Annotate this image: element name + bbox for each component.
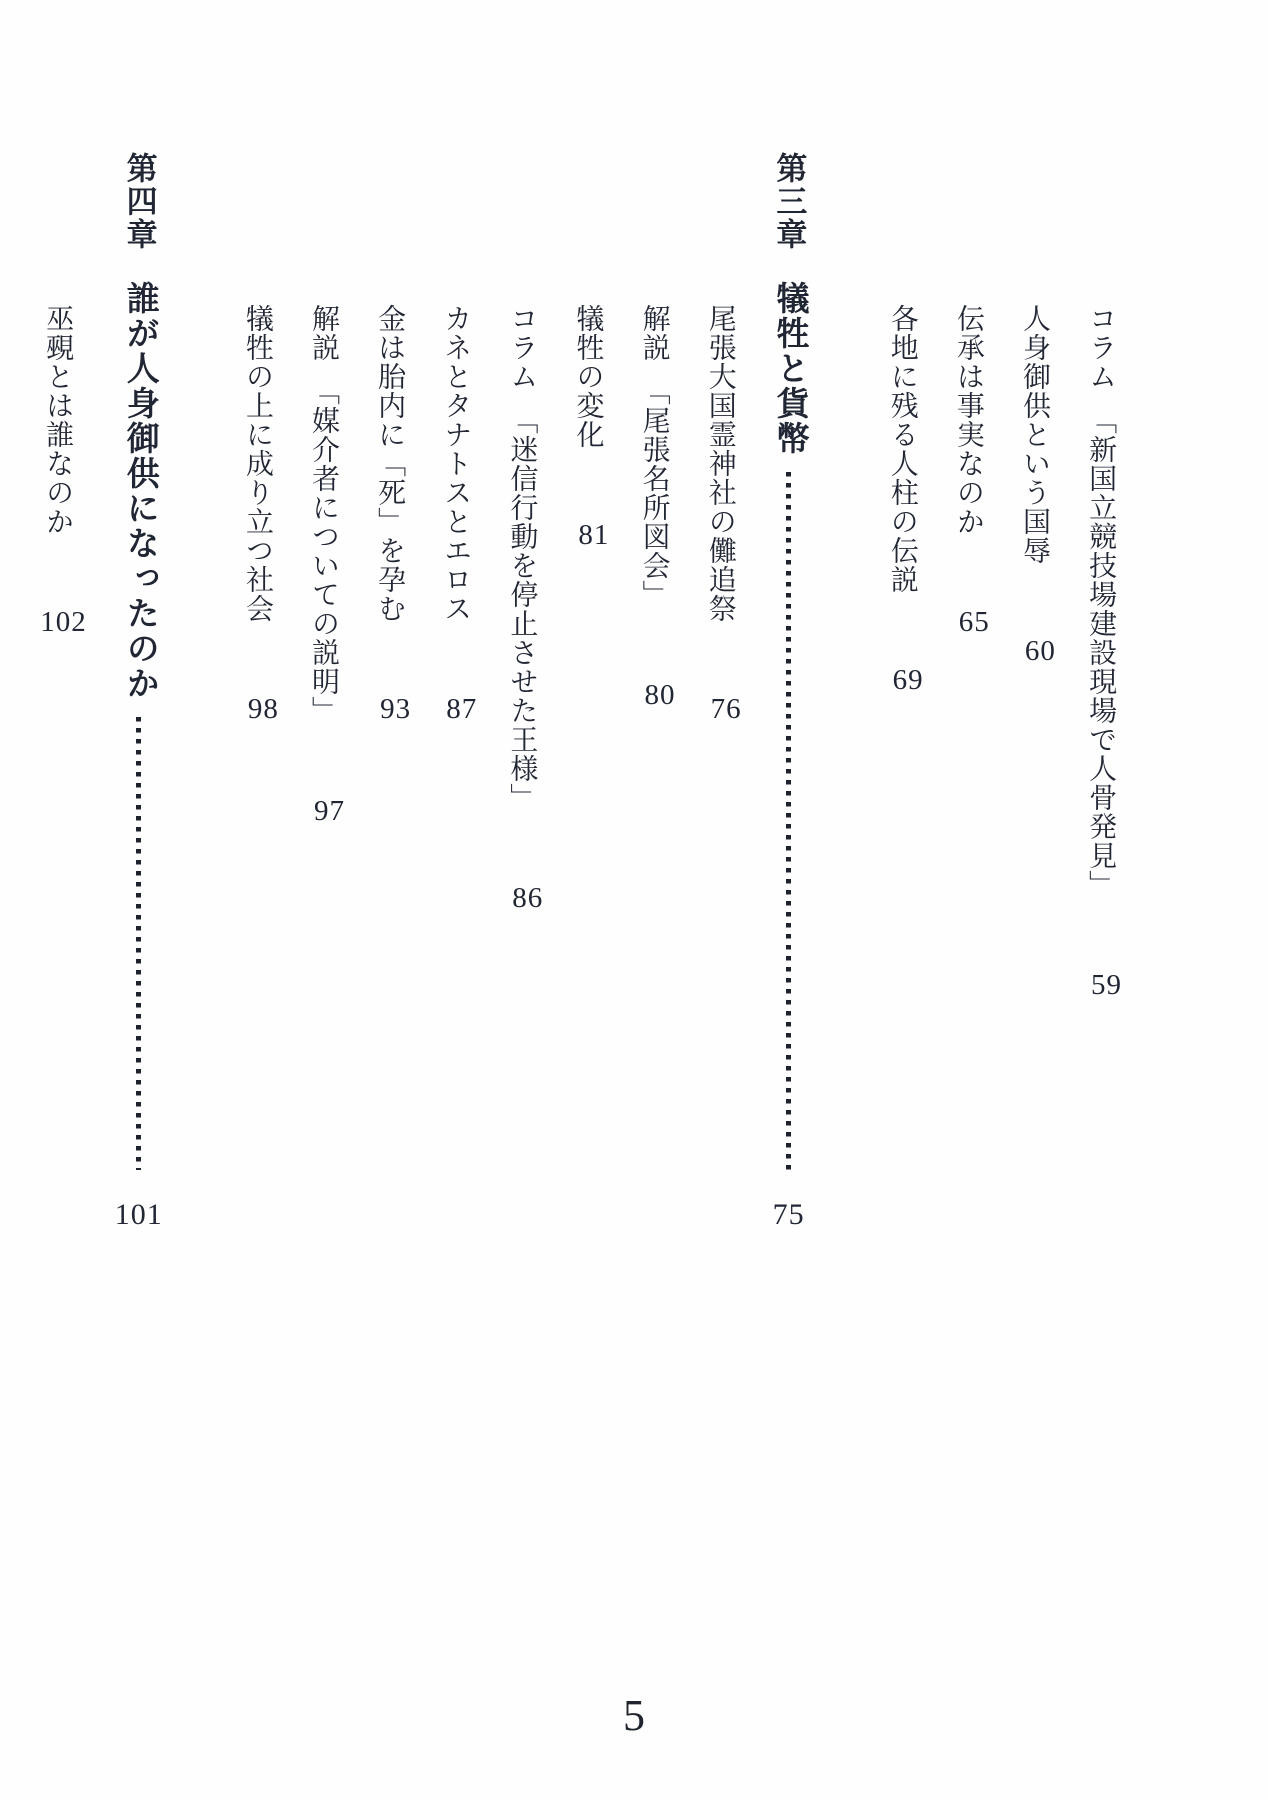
chapter-number-label: 第四章: [121, 152, 157, 251]
toc-entry: [40, 152, 87, 1244]
toc-entry-title: コラム 「新国立競技場建設現場で人骨発見」: [1085, 304, 1117, 899]
toc-entry: [505, 152, 543, 1244]
page-folio: 5: [623, 1691, 645, 1740]
toc-entry-page: 60: [1024, 635, 1056, 667]
toc-entry-title: カネとタナトスとエロス: [440, 304, 472, 623]
toc-entry: [307, 152, 345, 1244]
toc-entry: [704, 152, 742, 1244]
toc-entry: [373, 152, 411, 1244]
toc-entry-title: 犠牲の変化: [572, 304, 604, 449]
toc-entry-page: 69: [892, 664, 924, 696]
toc-entry-page: 80: [644, 679, 676, 711]
toc-entry: [1084, 152, 1122, 1244]
toc-entry-title: 人身御供という国辱: [1018, 304, 1050, 565]
toc-entry: [637, 152, 675, 1244]
toc-entry-page: 97: [313, 795, 345, 827]
toc-entry-page: 102: [40, 606, 87, 638]
toc-entry-title: コラム 「迷信行動を停止させた王様」: [506, 304, 538, 812]
toc-columns: [12, 152, 1122, 1244]
toc-entry: [1018, 152, 1056, 1244]
toc-entry: [886, 152, 924, 1244]
toc-entry-title: 犠牲の上に成り立つ社会: [241, 304, 273, 623]
toc-entry-page: 59: [1091, 969, 1122, 1001]
toc-entry-title: 解説 「媒介者についての説明」: [308, 304, 340, 725]
toc-entry-page: 98: [247, 693, 279, 725]
toc-entry-page: 81: [578, 519, 610, 551]
chapter-title: 誰が人身御供になったのか: [121, 281, 158, 701]
toc-entry-page: 86: [512, 882, 544, 914]
toc-entry-page: 93: [380, 693, 412, 725]
chapter-number-label: 第三章: [771, 152, 807, 251]
toc-chapter-entry: [770, 152, 808, 1244]
dotted-leader: [136, 717, 141, 1170]
chapter-page: 101: [114, 1198, 163, 1231]
toc-entry-title: 解説 「尾張名所図会」: [638, 304, 670, 609]
toc-entry: [241, 152, 279, 1244]
chapter-page: 75: [772, 1198, 805, 1231]
toc-entry-title: 金は胎内に「死」を孕む: [374, 304, 406, 623]
toc-entry-page: 76: [710, 693, 742, 725]
toc-entry-page: 65: [958, 606, 990, 638]
chapter-title: 犠牲と貨幣: [771, 281, 808, 456]
toc-entry: [439, 152, 477, 1244]
toc-entry-title: 伝承は事実なのか: [952, 304, 984, 536]
toc-entry: [952, 152, 990, 1244]
dotted-leader: [786, 472, 791, 1170]
toc-entry-title: 巫覡とは誰なのか: [42, 304, 74, 536]
toc-entry-page: 87: [446, 693, 478, 725]
toc-entry: [571, 152, 609, 1244]
toc-chapter-entry: [115, 152, 163, 1244]
toc-entry-title: 尾張大国霊神社の儺追祭: [704, 304, 736, 623]
toc-entry-title: 各地に残る人柱の伝説: [886, 304, 918, 594]
